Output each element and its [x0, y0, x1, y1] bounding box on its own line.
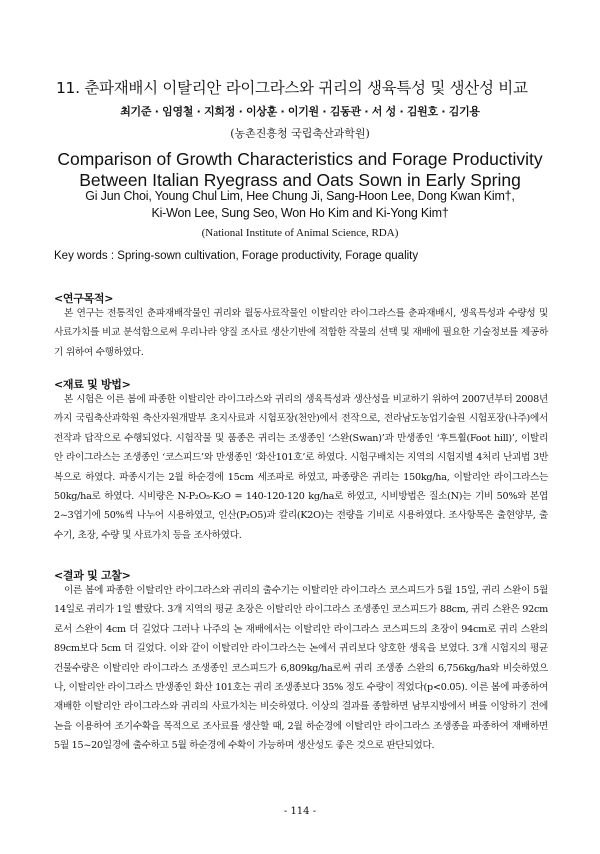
- english-title: [0, 149, 600, 191]
- section-body-purpose: 본 연구는 전통적인 춘파재배작물인 귀리와 월동사료작물인 이탈리안 라이그라스를 춘파재배시, 생육특성과 수량성 및 사료가치를 비교 분석함으로써 우리나라 양질 조사료 생산기반에 적합한 작물의 선택 및 재배에 필요한 기술정보를 제공하기 위하여 수행하였다.: [54, 308, 548, 358]
- section-body-methods: 본 시험은 이른 봄에 파종한 이탈리안 라이그라스와 귀리의 생육특성과 생산성을 비교하기 위하여 2007년부터 2008년까지 국립축산과학원 축산자원개발부 초지사료과 시험포장(천안)에서 전작으로, 전라남도농업기술원 시험포장(나주)에서 전작과 답작으로 수행되었다. 시험작물 및 품종은 귀리는 조생종인 ‘스완(Swan)’과 만생종인 ‘후트휠(Foot hill)’, 이탈리안 라이그라스는 조생종인 ‘코스피드’와 만생종인 ‘화산101호’로 하였다. 시험구배치는 지역의 시험지별 4처리 난괴법 3반복으로 하였다. 파종시기는 2월 하순경에 15cm 세조파로 하였고, 파종량은 귀리는 150kg/ha, 이탈리안 라이그라스는 50kg/ha로 하였다. 시비량은 N-P₂O₅-K₂O = 140-120-120 kg/ha로 하였고, 시비방법은 질소(N)는 기비 50%와 본엽 2~3엽기에 50%씩 나누어 시용하였고, 인산(P₂O5)과 칼리(K2O)는 전량을 기비로 시용하였다. 조사항목은 출현양부, 출수기, 초장, 수량 및 사료가치 등을 조사하였다.: [54, 394, 548, 541]
- korean-authors: 최기준 · 임영철 · 지희정 · 이상훈 · 이기원 · 김동관 · 서 성 · 김원호 · 김기용: [120, 105, 480, 118]
- korean-affiliation: (농촌진흥청 국립축산과학원): [230, 127, 370, 140]
- keywords: [54, 250, 554, 262]
- english-authors-line-2: Ki-Won Lee, Sung Seo, Won Ho Kim and Ki-Yong Kim†: [151, 206, 449, 220]
- english-title-line-1: Comparison of Growth Characteristics and Forage Productivity: [57, 149, 543, 169]
- section-heading-purpose: <연구목적>: [54, 292, 114, 305]
- korean-title: 11. 춘파재배시 이탈리안 라이그라스와 귀리의 생육특성 및 생산성 비교: [56, 79, 528, 97]
- english-affiliation: (National Institute of Animal Science, RDA): [201, 227, 399, 239]
- keywords-text: : Spring-sown cultivation, Forage productivity, Forage quality: [107, 250, 419, 262]
- english-authors-line-1: Gi Jun Choi, Young Chul Lim, Hee Chung Ji, Sang-Hoon Lee, Dong Kwan Kim†,: [85, 189, 515, 203]
- english-authors: [0, 188, 600, 222]
- section-body-results: 이른 봄에 파종한 이탈리안 라이그라스와 귀리의 출수기는 이탈리안 라이그라스 코스피드가 5월 15일, 귀리 스완이 5월 14일로 귀리가 1일 빨랐다. 3개 지역의 평균 초장은 이탈리안 라이그라스 조생종인 코스피드가 88cm, 귀리 스완은 92cm로서 스완이 4cm 더 길었다 그러나 나주의 논 재배에서는 이탈리안 라이그라스 코스피드의 초장이 94cm로 귀리 스완의 89cm보다 5cm 더 길었다. 이와 같이 이탈리안 라이그라스는 논에서 귀리보다 양호한 생육을 보였다. 3개 시험지의 평균 건물수량은 이탈리안 라이그라스 조생종인 코스피드가 6,809kg/ha로써 귀리 조생종 스완의 6,756kg/ha와 비슷하였으나, 이탈리안 라이그라스 만생종인 화산 101호는 귀리 조생종보다 35% 정도 수량이 적었다(p<0.05). 이른 봄에 파종하여 재배한 이탈리안 라이그라스와 귀리의 사료가치는 비슷하였다. 이상의 결과를 종합하면 남부지방에서 벼를 이앙하기 전에 논을 이용하여 조기수확을 목적으로 조사료를 생산할 때, 2월 하순경에 이탈리안 라이그라스 조생종을 파종하여 재배하면 5월 15~20일경에 출수하고 5월 하순경에 수확이 가능하며 생산성도 좋은 것으로 판단되었다.: [54, 585, 548, 752]
- section-heading-methods: <재료 및 방법>: [54, 378, 131, 391]
- page-number: - 114 -: [283, 806, 317, 817]
- keywords-label: Key words: [54, 250, 108, 262]
- english-title-line-2: Between Italian Ryegrass and Oats Sown in Early Spring: [79, 170, 521, 190]
- section-heading-results: <결과 및 고찰>: [54, 569, 131, 582]
